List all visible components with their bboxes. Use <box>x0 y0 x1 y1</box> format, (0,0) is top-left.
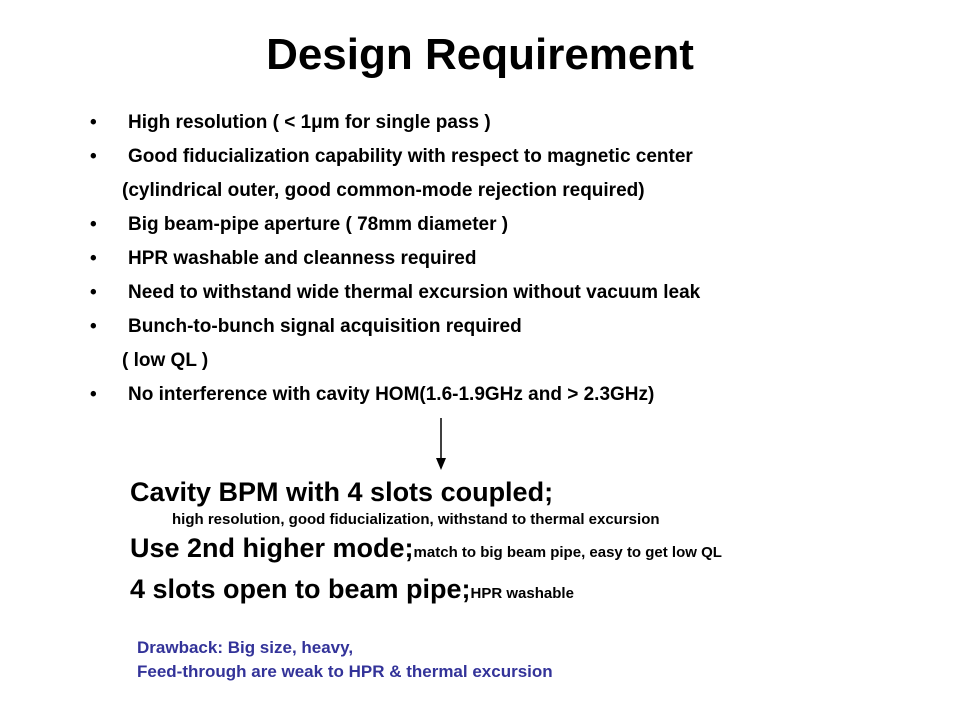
page-title: Design Requirement <box>266 30 694 79</box>
requirement-text: Big beam-pipe aperture ( 78mm diameter ) <box>128 214 509 235</box>
design-conclusions <box>130 474 722 612</box>
requirement-text: No interference with cavity HOM(1.6-1.9GHz and > 2.3GHz) <box>128 384 655 405</box>
conclusion-main-text: Use 2nd higher mode; <box>130 533 414 563</box>
bullet-marker: • <box>90 248 97 269</box>
conclusion-line <box>130 530 722 571</box>
bullet-marker: • <box>90 316 97 337</box>
conclusion-detail-text: HPR washable <box>470 585 574 602</box>
drawback-line: Drawback: Big size, heavy, <box>137 638 354 657</box>
requirement-text: (cylindrical outer, good common-mode rejection required) <box>122 180 645 201</box>
requirement-text: Good fiducialization capability with respect to magnetic center <box>128 146 693 167</box>
drawback-line: Feed-through are weak to HPR & thermal excursion <box>137 662 553 681</box>
requirement-text: ( low QL ) <box>122 350 209 371</box>
down-arrow-icon <box>434 418 448 470</box>
conclusion-line: Cavity BPM with 4 slots coupled; <box>130 477 554 507</box>
requirement-text: Bunch-to-bunch signal acquisition required <box>128 316 522 337</box>
conclusion-subline: high resolution, good fiducialization, withstand to thermal excursion <box>172 511 660 528</box>
conclusion-line <box>130 571 722 612</box>
requirement-text: High resolution ( < 1μm for single pass ) <box>128 112 491 133</box>
bullet-marker: • <box>90 282 97 303</box>
requirement-text: HPR washable and cleanness required <box>128 248 477 269</box>
drawback-note <box>137 636 553 684</box>
requirement-text: Need to withstand wide thermal excursion without vacuum leak <box>128 282 701 303</box>
conclusion-detail-text: match to big beam pipe, easy to get low QL <box>413 544 722 561</box>
bullet-marker: • <box>90 112 97 133</box>
bullet-marker: • <box>90 214 97 235</box>
bullet-marker: • <box>90 384 97 405</box>
conclusion-main-text: 4 slots open to beam pipe; <box>130 574 471 604</box>
bullet-marker: • <box>90 146 97 167</box>
